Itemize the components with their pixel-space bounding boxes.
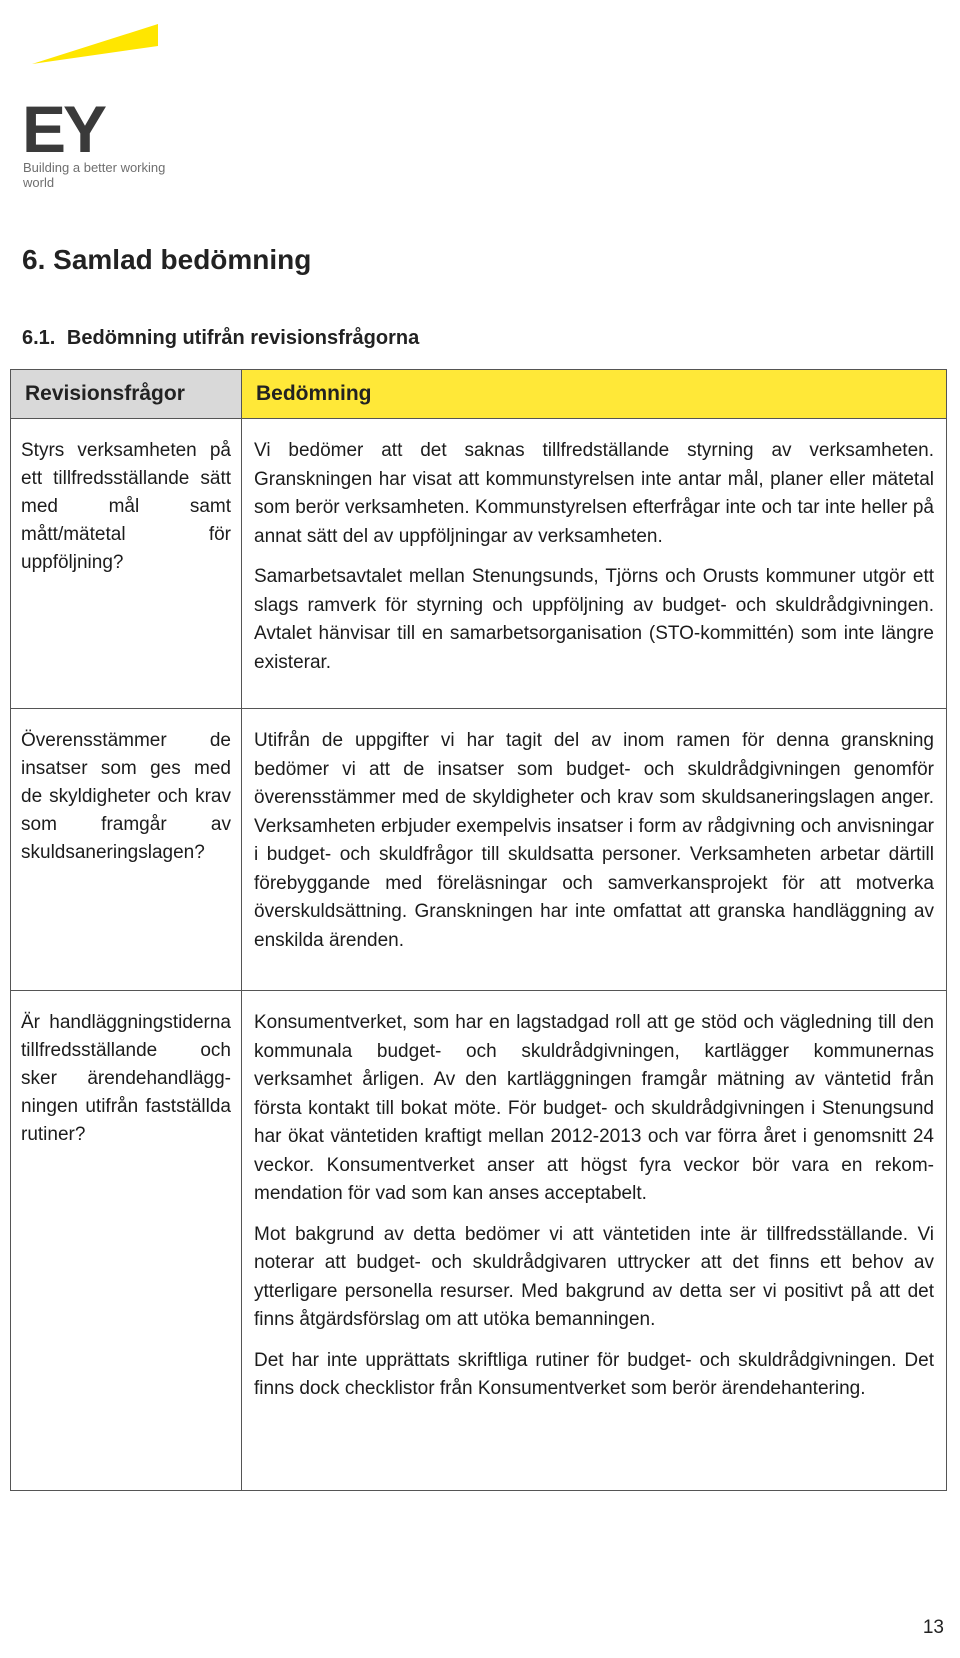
table-header-row — [11, 370, 947, 419]
table-row — [11, 709, 947, 991]
section-title — [22, 244, 311, 276]
subsection-number: 6.1. — [22, 327, 56, 349]
logo-wordmark: EY — [22, 92, 105, 166]
logo-tagline: Building a better working world — [23, 160, 166, 190]
question-cell: Överensstämmer de insatser som ges med de skyldigheter och krav som framgår av skuldsaneringslagen? — [11, 709, 242, 991]
table-row — [11, 419, 947, 709]
assessment-paragraph: Samarbetsavtalet mellan Stenungsunds, Tjörns och Orusts kommuner utgör ett slags ramverk för styrning och uppföljning av budget- och skuldrådgivningen. Avtalet hänvisar till en samarbetsorganisation (STO-kommittén) som inte längre existerar. — [254, 566, 934, 673]
ey-logo — [18, 18, 178, 190]
question-cell: Är handläggningstiderna tillfredsställande och sker ärendehandläggningen utifrån fastställda rutiner? — [11, 991, 242, 1491]
assessment-table — [10, 369, 947, 1491]
assessment-paragraph: Vi bedömer att det saknas tillfredställande styrning av verksamheten. Granskningen har visat att kommunstyrelsen inte antar mål, planer eller mätetal som berör verksamheten. Kommunstyrelsen efterfrågar inte och tar inte heller på annat sätt del av uppföljningar av verksamheten. — [254, 440, 934, 547]
assessment-cell — [242, 991, 947, 1491]
header-revisionsfragor: Revisionsfrågor — [11, 370, 242, 419]
subsection-title-text: Bedömning utifrån revisionsfrågorna — [66, 327, 420, 349]
assessment-paragraph: Mot bakgrund av detta bedömer vi att väntetiden inte är tillfredsställande. Vi noterar att budget- och skuldrådgivaren uttrycker att det finns ett behov av ytterligare personella resurser. Med bakgrund av detta ser vi positivt på att det finns åtgärdsförslag om att utöka bemanningen. — [254, 1223, 934, 1330]
assessment-cell — [242, 709, 947, 991]
assessment-paragraph: Utifrån de uppgifter vi har tagit del av inom ramen för denna granskning bedömer vi att de insatser som budget- och skuldrådgivningen genomför överensstämmer med de skyldigheter och krav som skuldsaneringslagen anger. Verksamheten erbjuder exempelvis insatser i form av rådgivning och anvisningar i budget- och skuldfrågor till skuldsatta personer. Verksamheten arbetar därtill förebyggande med föreläsningar och samverkansprojekt för att motverka överskuldsättning. Granskningen har inte omfattat att granska handläggning av enskilda ärenden. — [254, 730, 934, 951]
section-title-text: Samlad bedömning — [53, 244, 312, 275]
header-bedomning: Bedömning — [242, 370, 947, 419]
ey-beam-icon — [18, 18, 178, 98]
section-number: 6. — [22, 244, 46, 275]
assessment-cell — [242, 419, 947, 709]
table-row — [11, 991, 947, 1491]
subsection-title — [22, 327, 419, 350]
assessment-paragraph: Konsumentverket, som har en lagstadgad roll att ge stöd och vägledning till den kommunala budget- och skuldrådgivningen, kartlägger kommunernas verksamhet årligen. Av den kartläggningen framgår mätning av väntetid från första kontakt till bokat möte. För budget- och skuldrådgivningen i Stenungsund har ökat väntetiden kraftigt mellan 2012-2013 och var förra året i genomsnitt 24 veckor. Konsumentverket anser att högst fyra veckor bör vara en rekommendation för vad som kan anses acceptabelt. — [254, 1012, 934, 1204]
assessment-paragraph: Det har inte upprättats skriftliga rutiner för budget- och skuldrådgivningen. Det finns dock checklistor från Konsumentverket som berör ärendehantering. — [254, 1349, 934, 1399]
page-number: 13 — [922, 1617, 944, 1638]
question-cell: Styrs verksamheten på ett tillfredsställande sätt med mål samt mått/mätetal för uppföljning? — [11, 419, 242, 709]
